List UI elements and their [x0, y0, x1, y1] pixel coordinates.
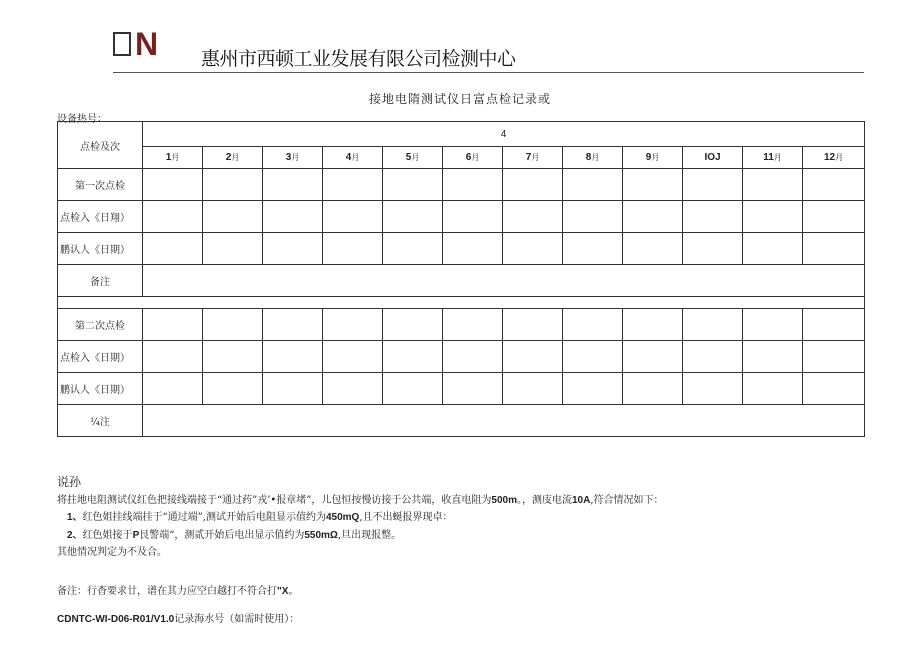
entry-cell[interactable] — [443, 201, 503, 233]
entry-cell[interactable] — [143, 201, 203, 233]
month-number: 1 — [165, 152, 172, 163]
table-row — [58, 233, 865, 265]
month-number: 8 — [585, 152, 592, 163]
entry-cell[interactable] — [143, 373, 203, 405]
entry-cell[interactable] — [743, 201, 803, 233]
month-suffix: 月 — [231, 153, 240, 162]
month-number: 3 — [285, 152, 292, 163]
entry-cell[interactable] — [503, 309, 563, 341]
entry-cell[interactable] — [803, 169, 865, 201]
company-logo — [113, 28, 158, 60]
inspection-table — [57, 121, 865, 437]
table-row — [58, 169, 865, 201]
entry-cell[interactable] — [203, 309, 263, 341]
text-span: 。 — [288, 586, 299, 597]
entry-cell[interactable] — [263, 233, 323, 265]
table-row — [58, 405, 865, 437]
month-suffix: 月 — [411, 153, 420, 162]
month-header-cell — [623, 147, 683, 169]
text-span: 10A — [572, 494, 591, 506]
entry-cell[interactable] — [323, 201, 383, 233]
entry-cell[interactable] — [743, 169, 803, 201]
entry-cell[interactable] — [263, 373, 323, 405]
text-span: 。，测庋电流 — [517, 494, 572, 506]
text-span: "X — [277, 586, 289, 597]
month-suffix: 月 — [171, 153, 180, 162]
month-suffix: 月 — [351, 153, 360, 162]
entry-cell[interactable] — [443, 373, 503, 405]
month-header-cell — [263, 147, 323, 169]
spacer-row — [58, 297, 865, 309]
entry-cell[interactable] — [503, 169, 563, 201]
entry-cell[interactable] — [143, 341, 203, 373]
month-suffix: 月 — [531, 153, 540, 162]
table-row — [58, 341, 865, 373]
entry-cell[interactable] — [383, 169, 443, 201]
text-span: CDNTC-WI-D06-R01/V1.0 — [57, 614, 175, 625]
month-number: 5 — [405, 152, 412, 163]
entry-cell[interactable] — [323, 233, 383, 265]
row-label: 鹏认人《日期） — [58, 233, 143, 265]
text-span: 550mΩ — [304, 529, 338, 541]
month-header-cell — [683, 147, 743, 169]
month-number: 7 — [525, 152, 532, 163]
row-label: 备注 — [58, 265, 143, 297]
entry-cell[interactable] — [563, 309, 623, 341]
table-row — [58, 309, 865, 341]
entry-cell[interactable] — [563, 341, 623, 373]
entry-cell[interactable] — [803, 341, 865, 373]
entry-cell[interactable] — [683, 169, 743, 201]
entry-cell[interactable] — [263, 309, 323, 341]
month-header-cell — [443, 147, 503, 169]
entry-cell[interactable] — [203, 169, 263, 201]
instruction-line — [57, 492, 664, 510]
table-row — [58, 373, 865, 405]
month-header-cell — [143, 147, 203, 169]
entry-cell[interactable] — [323, 373, 383, 405]
month-number: 6 — [465, 152, 472, 163]
entry-cell[interactable] — [263, 169, 323, 201]
entry-cell[interactable] — [803, 201, 865, 233]
entry-cell[interactable] — [503, 233, 563, 265]
instruction-line — [57, 527, 664, 545]
entry-cell[interactable] — [623, 309, 683, 341]
entry-cell[interactable] — [683, 341, 743, 373]
entry-cell[interactable] — [683, 201, 743, 233]
row-label: ¼注 — [58, 405, 143, 437]
row-label: 鹏认人《日期） — [58, 373, 143, 405]
entry-cell[interactable] — [443, 169, 503, 201]
entry-cell[interactable] — [263, 341, 323, 373]
entry-cell[interactable] — [383, 201, 443, 233]
entry-cell[interactable] — [263, 201, 323, 233]
entry-cell[interactable] — [443, 341, 503, 373]
month-number: IOJ — [704, 152, 721, 163]
entry-cell[interactable] — [143, 233, 203, 265]
entry-cell[interactable] — [563, 373, 623, 405]
entry-cell[interactable] — [563, 233, 623, 265]
month-suffix: 月 — [773, 153, 782, 162]
month-number: 9 — [645, 152, 652, 163]
entry-cell[interactable] — [743, 373, 803, 405]
entry-cell[interactable] — [443, 309, 503, 341]
text-span: ,符合情况如下： — [590, 494, 664, 506]
header-rule — [113, 72, 864, 73]
entry-cell[interactable] — [503, 201, 563, 233]
table-row — [58, 265, 865, 297]
text-span: 红色姐接于 — [82, 529, 133, 541]
text-span: 500m — [491, 494, 517, 506]
text-span: 艮警端“，测贰开始后电出显示值约为 — [139, 529, 305, 541]
entry-cell[interactable] — [503, 341, 563, 373]
month-header-cell — [743, 147, 803, 169]
month-header-cell — [323, 147, 383, 169]
text-span: 2、 — [67, 529, 83, 541]
entry-cell[interactable] — [383, 373, 443, 405]
spacer-cell — [58, 297, 865, 309]
entry-cell[interactable] — [623, 201, 683, 233]
entry-cell[interactable] — [803, 309, 865, 341]
row-label: 第二次点检 — [58, 309, 143, 341]
entry-cell[interactable] — [623, 341, 683, 373]
entry-cell[interactable] — [683, 373, 743, 405]
entry-cell[interactable] — [743, 233, 803, 265]
entry-cell[interactable] — [623, 373, 683, 405]
company-name: 惠州市西顿工业发展有限公司检测中心 — [201, 48, 516, 70]
entry-cell[interactable] — [683, 309, 743, 341]
entry-cell[interactable] — [743, 341, 803, 373]
table-row — [58, 201, 865, 233]
entry-cell[interactable] — [803, 373, 865, 405]
entry-cell[interactable] — [563, 201, 623, 233]
text-span: 记录海水号（如需时使用）： — [174, 614, 300, 625]
text-span: 红色姐挂线端挂于“通过端”,测试开始后电阻显示值约为 — [82, 512, 326, 523]
remark-cell[interactable] — [143, 265, 865, 297]
row-label: 点检入《日翔） — [58, 201, 143, 233]
entry-cell[interactable] — [203, 233, 263, 265]
month-suffix: 月 — [291, 153, 300, 162]
instruction-line: 其他情况判定为不及合。 — [57, 547, 167, 558]
instructions — [57, 474, 664, 562]
corner-label: 点检及次 — [58, 122, 143, 169]
month-suffix: 月 — [471, 153, 480, 162]
entry-cell[interactable] — [803, 233, 865, 265]
entry-cell[interactable] — [323, 341, 383, 373]
month-number: 11 — [763, 152, 774, 163]
instructions-heading: 说孙 — [57, 475, 82, 489]
text-span: 450mQ — [325, 512, 360, 523]
entry-cell[interactable] — [203, 201, 263, 233]
month-suffix: 月 — [591, 153, 600, 162]
entry-cell[interactable] — [623, 233, 683, 265]
month-header-cell — [563, 147, 623, 169]
entry-cell[interactable] — [683, 233, 743, 265]
entry-cell[interactable] — [203, 373, 263, 405]
row-label: 第一次点检 — [58, 169, 143, 201]
month-number: 2 — [225, 152, 232, 163]
entry-cell[interactable] — [743, 309, 803, 341]
entry-cell[interactable] — [383, 341, 443, 373]
device-number-label: 设备热号： — [57, 114, 107, 125]
text-span: ,且不出蜒报界现卓： — [359, 512, 453, 523]
logo-box-shape — [113, 32, 131, 56]
month-number: 4 — [345, 152, 352, 163]
month-header-row — [58, 147, 865, 169]
top-value: 4 — [143, 122, 865, 147]
entry-cell[interactable] — [203, 341, 263, 373]
instruction-line — [57, 509, 664, 527]
entry-cell[interactable] — [383, 233, 443, 265]
month-header-cell — [203, 147, 263, 169]
month-header-cell — [803, 147, 865, 169]
row-label: 点检入《日期） — [58, 341, 143, 373]
entry-cell[interactable] — [323, 169, 383, 201]
text-span: 1、 — [67, 512, 83, 523]
month-suffix: 月 — [835, 153, 844, 162]
entry-cell[interactable] — [383, 309, 443, 341]
document-title: 接地电隋测试仪日富点检记录或 — [368, 92, 551, 106]
entry-cell[interactable] — [623, 169, 683, 201]
entry-cell[interactable] — [443, 233, 503, 265]
text-span: ,旦出现报整。 — [337, 529, 402, 541]
month-number: 12 — [823, 152, 836, 163]
entry-cell[interactable] — [143, 169, 203, 201]
text-span: 将拄地电阻测试仪红色把接线端接于“通过药”戎’•报章堵”，儿包恒按慢访接于公共端，收直电阻为 — [57, 494, 492, 506]
entry-cell[interactable] — [503, 373, 563, 405]
text-span: P — [132, 529, 140, 541]
month-header-cell — [383, 147, 443, 169]
remark-note — [57, 582, 298, 597]
entry-cell[interactable] — [143, 309, 203, 341]
entry-cell[interactable] — [323, 309, 383, 341]
month-suffix: 月 — [651, 153, 660, 162]
entry-cell[interactable] — [563, 169, 623, 201]
footer-code — [57, 610, 299, 625]
text-span: 备注：行杳要求廿，谱在其力应空白越打不符合打 — [57, 586, 277, 597]
logo-letter: N — [135, 26, 159, 62]
remark-cell[interactable] — [143, 405, 865, 437]
month-header-cell — [503, 147, 563, 169]
